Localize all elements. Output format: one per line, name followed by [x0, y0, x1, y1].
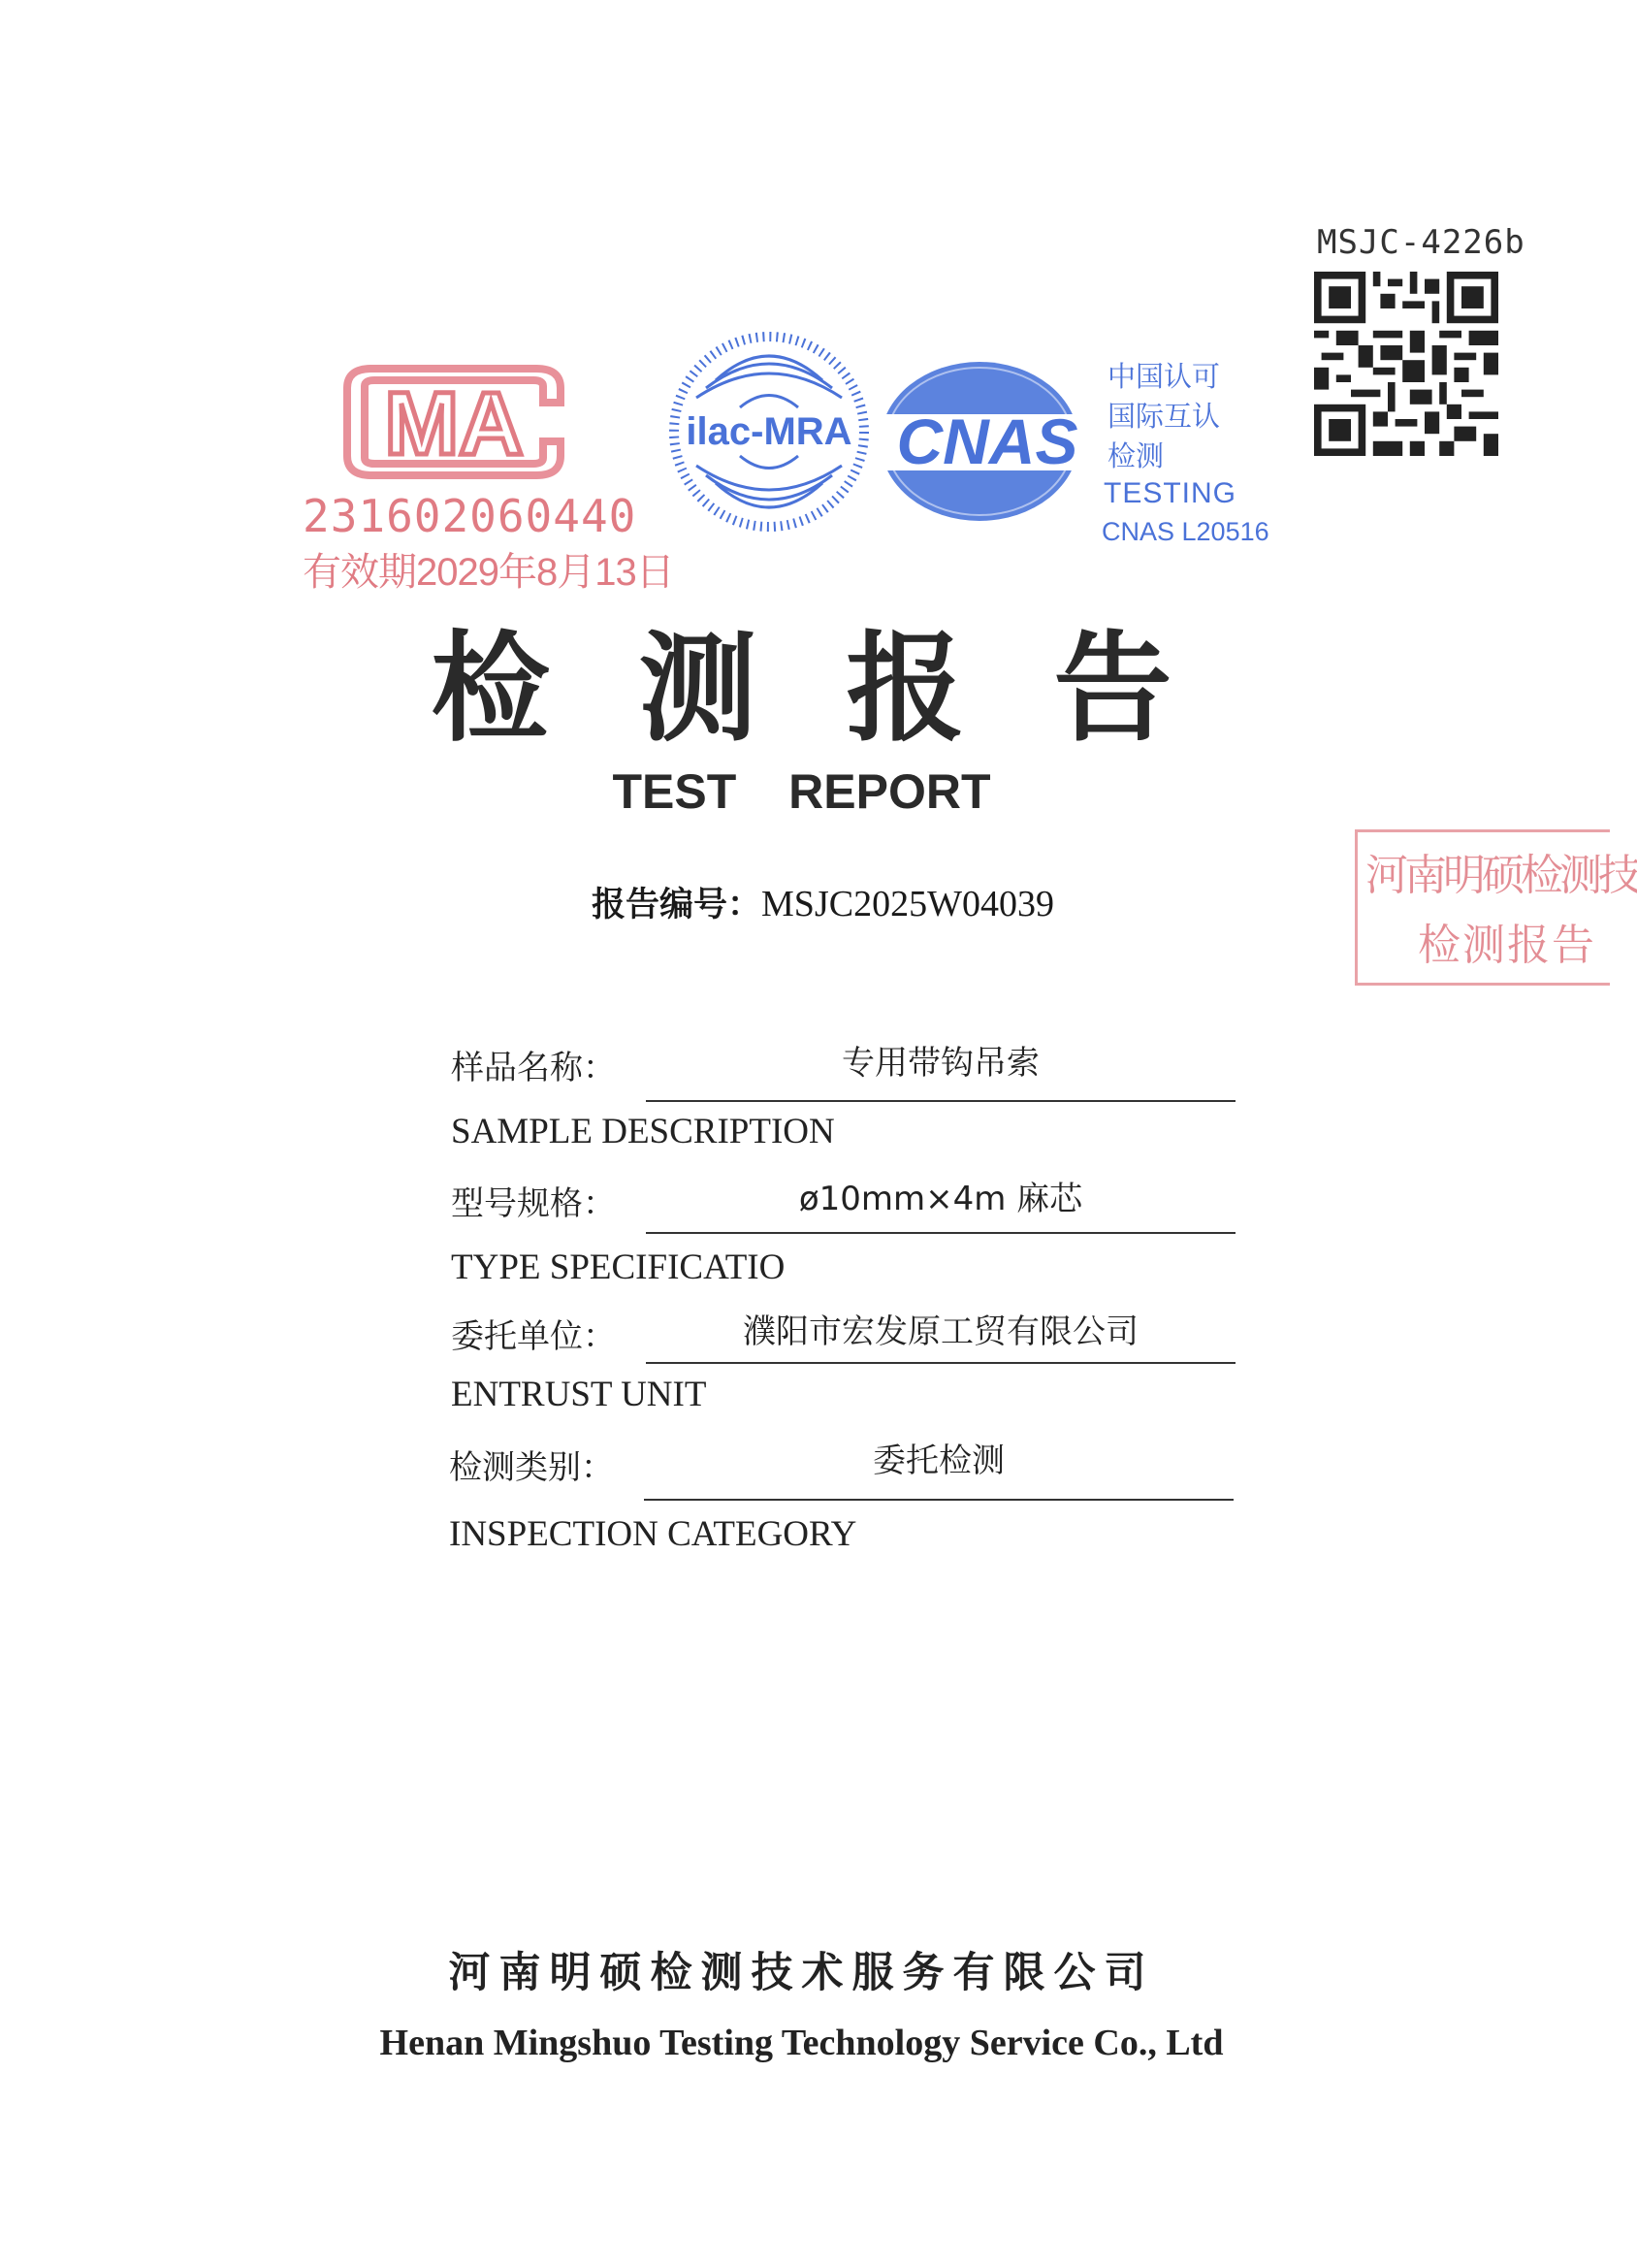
ma-certification-logo	[328, 359, 580, 485]
type-spec-label: 型号规格：	[451, 1184, 616, 1223]
cnas-cn-line: 检测	[1107, 439, 1165, 472]
report-number	[592, 878, 1054, 926]
qr-code-icon	[1314, 272, 1498, 456]
cnas-cn-line: 国际互认	[1107, 400, 1221, 433]
type-spec-value: ø10mm×4m 麻芯	[798, 1180, 1083, 1218]
sample-name-value: 专用带钩吊索	[842, 1044, 1040, 1083]
company-name-cn: 河南明硕检测技术服务有限公司	[448, 1949, 1155, 1997]
ma-certificate-number: 231602060440	[303, 490, 637, 542]
inspection-category-value: 委托检测	[873, 1442, 1005, 1480]
ilac-mra-logo	[667, 330, 871, 534]
ma-logo-text: MA	[384, 374, 524, 473]
ilac-logo-text: ilac-MRA	[686, 410, 852, 453]
cnas-logo	[873, 354, 1110, 529]
report-number-label: 报告编号：	[592, 886, 762, 924]
stamp-line-1: 河南明硕检测技	[1365, 851, 1637, 900]
sample-name-label: 样品名称：	[451, 1049, 616, 1087]
cnas-chinese-text	[1107, 357, 1253, 476]
field-underline	[646, 1362, 1236, 1364]
ma-validity-date: 有效期2029年8月13日	[303, 551, 674, 594]
document-code: MSJC-4226b	[1317, 223, 1525, 262]
type-specification-label: TYPE SPECIFICATIO	[451, 1247, 786, 1287]
sample-description-label: SAMPLE DESCRIPTION	[451, 1112, 835, 1151]
entrust-unit-value: 濮阳市宏发原工贸有限公司	[743, 1312, 1139, 1351]
report-title-cn: 检测报告	[431, 618, 1262, 758]
cnas-testing-label: TESTING	[1104, 477, 1237, 509]
report-title-en: TEST REPORT	[612, 764, 991, 819]
cnas-logo-text: CNAS	[896, 405, 1078, 477]
field-underline	[646, 1232, 1236, 1234]
entrust-unit-label: 委托单位：	[451, 1317, 616, 1356]
stamp-line-2: 检测报告	[1418, 921, 1596, 970]
cnas-cn-line: 中国认可	[1107, 360, 1221, 393]
report-number-value: MSJC2025W04039	[761, 884, 1054, 924]
company-stamp	[1355, 829, 1637, 986]
company-name-en: Henan Mingshuo Testing Technology Service Co., Ltd	[379, 2023, 1224, 2063]
cnas-accreditation-number: CNAS L20516	[1102, 517, 1269, 546]
inspection-category-label: 检测类别：	[449, 1448, 614, 1487]
field-underline	[646, 1100, 1236, 1102]
inspection-category-en-label: INSPECTION CATEGORY	[449, 1514, 857, 1554]
field-underline	[644, 1499, 1234, 1501]
entrust-unit-en-label: ENTRUST UNIT	[451, 1375, 707, 1414]
